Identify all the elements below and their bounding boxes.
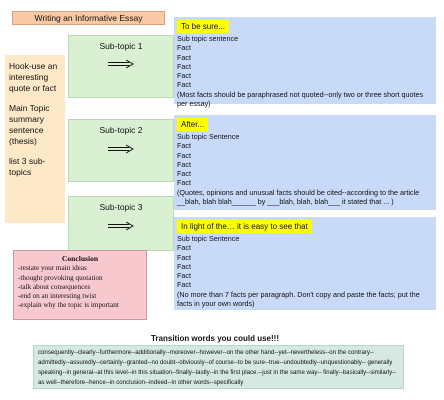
fact-line: Fact <box>177 261 191 271</box>
fact-line: Fact <box>177 150 191 160</box>
subtopic-2-label: Sub-topic 2 <box>99 125 143 135</box>
subtopics-line: list 3 sub-topics <box>9 156 46 177</box>
fact-line: Fact <box>177 61 191 71</box>
fact-line: Fact <box>177 159 191 169</box>
thesis-line: Main Topic summary sentence (thesis) <box>9 103 50 146</box>
subtopic-1-label: Sub-topic 1 <box>99 41 143 51</box>
hook-box <box>5 55 65 223</box>
subtopic-3-heading: In light of the… it is easy to see that <box>177 220 312 233</box>
hook-line: Hook-use an interesting quote or fact <box>9 61 58 93</box>
fact-line: Fact <box>177 80 191 90</box>
topic-sentence: Sub topic Sentence <box>177 234 240 243</box>
topic-sentence: Sub topic Sentence <box>177 132 240 141</box>
subtopic-2-heading: After... <box>177 118 208 131</box>
subtopic-3-content <box>174 217 436 310</box>
note-line: (Quotes, opinions and unusual facts should be cited--according to the article __blah, blah blah______ by ___blah, blah, blah___ it stated that ... ) <box>177 187 420 207</box>
fact-line: Fact <box>177 252 191 262</box>
conclusion-box <box>13 250 147 320</box>
fact-line: Fact <box>177 271 191 281</box>
conclusion-title: Conclusion <box>61 254 99 263</box>
subtopic-2-box <box>68 119 174 182</box>
page-title: Writing an Informative Essay <box>12 11 165 25</box>
topic-sentence: Sub topic sentence <box>177 34 239 43</box>
conclusion-item: -restate your main ideas <box>18 264 87 273</box>
conclusion-item: -end on an interesting twist <box>18 292 97 301</box>
conclusion-item: -explain why the topic is important <box>18 301 119 310</box>
fact-line: Fact <box>177 280 191 290</box>
fact-line: Fact <box>177 169 191 179</box>
note-line: (No more than 7 facts per paragraph. Don't copy and paste the facts; put the facts in your own words) <box>177 289 420 309</box>
fact-line: Fact <box>177 52 191 62</box>
subtopic-3-label: Sub-topic 3 <box>99 202 143 212</box>
conclusion-item: -talk about consequences <box>18 282 91 291</box>
subtopic-2-content <box>174 115 436 210</box>
transitions-title: Transition words you could use!!! <box>150 334 279 343</box>
fact-line: Fact <box>177 178 191 188</box>
fact-line: Fact <box>177 71 191 81</box>
right-arrow-icon <box>107 221 135 231</box>
right-arrow-icon <box>107 144 135 154</box>
subtopic-1-content <box>174 17 436 109</box>
fact-line: Fact <box>177 243 191 253</box>
note-line: (Most facts should be paraphrased not quoted--only two or three short quotes per essay) <box>177 89 424 109</box>
transitions-box: consequently--clearly--furthermore--additionally--moreover--however--on the other hand--yet--nevertheless--on the contrary--admittedly--assuredly--certainly--granted--no doubt--obviously--of course--to be sure--true--undoubtedly--unquestionably-- generally speaking--in general--at this level--in this situation--finally--lastly--in the first place.--just in the same way-- finally--basically--similarly--as well--therefore--hence--in conclusion--indeed--in other words--specifically <box>33 345 404 389</box>
fact-line: Fact <box>177 43 191 53</box>
subtopic-1-heading: To be sure... <box>177 20 229 33</box>
right-arrow-icon <box>107 59 135 69</box>
subtopic-1-box <box>68 35 174 98</box>
subtopic-3-box <box>68 196 174 251</box>
fact-line: Fact <box>177 141 191 151</box>
conclusion-item: -thought provoking quotation <box>18 273 103 282</box>
